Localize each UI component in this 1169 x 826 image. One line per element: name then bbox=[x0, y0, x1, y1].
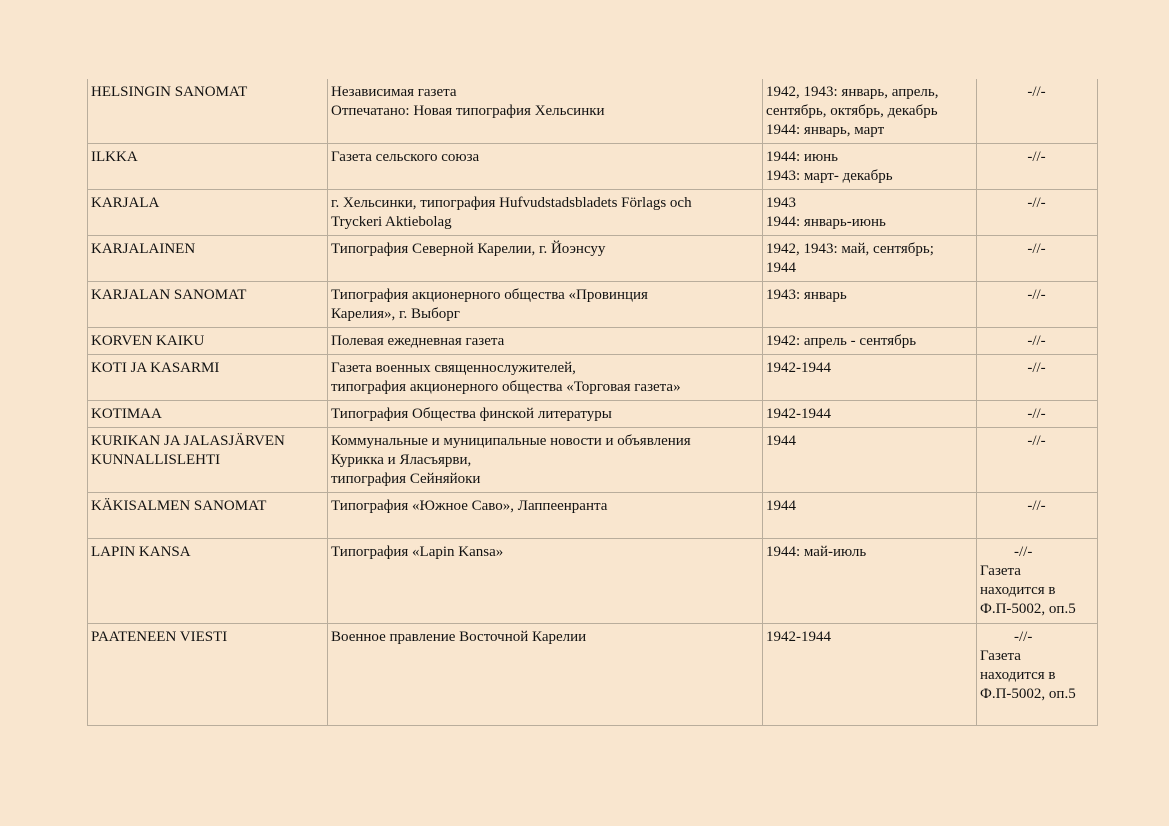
newspaper-description: Типография «Южное Саво», Лаппеенранта bbox=[328, 493, 763, 539]
table-row bbox=[88, 624, 1098, 726]
newspaper-note: -//- bbox=[977, 282, 1098, 328]
newspaper-years: 1942-1944 bbox=[763, 624, 977, 726]
newspaper-title: KARJALAINEN bbox=[88, 236, 328, 282]
table-row bbox=[88, 282, 1098, 328]
newspaper-title: LAPIN KANSA bbox=[88, 539, 328, 624]
table-row bbox=[88, 428, 1098, 493]
newspaper-note: -//- bbox=[977, 144, 1098, 190]
table-row bbox=[88, 493, 1098, 539]
newspaper-years: 1944 bbox=[763, 428, 977, 493]
newspaper-description: Газета военных священнослужителей, типография акционерного общества «Торговая газета» bbox=[328, 355, 763, 401]
newspaper-note: -//- bbox=[977, 236, 1098, 282]
newspaper-note: -//- bbox=[977, 190, 1098, 236]
newspaper-description: Военное правление Восточной Карелии bbox=[328, 624, 763, 726]
newspaper-years: 1944 bbox=[763, 493, 977, 539]
newspaper-location-note: Газета находится в Ф.П-5002, оп.5 bbox=[980, 648, 1076, 702]
newspaper-note: -//- bbox=[977, 355, 1098, 401]
newspaper-years: 1942-1944 bbox=[763, 401, 977, 428]
newspaper-title: KÄKISALMEN SANOMAT bbox=[88, 493, 328, 539]
newspaper-description: Полевая ежедневная газета bbox=[328, 328, 763, 355]
newspaper-years: 1944: май-июль bbox=[763, 539, 977, 624]
newspaper-note: -//- bbox=[977, 79, 1098, 144]
newspaper-title: PAATENEEN VIESTI bbox=[88, 624, 328, 726]
table-row bbox=[88, 328, 1098, 355]
newspaper-title: ILKKA bbox=[88, 144, 328, 190]
newspaper-note-cell bbox=[977, 539, 1098, 624]
newspaper-description: Коммунальные и муниципальные новости и объявления Курикка и Яласъярви, типография Сейняйоки bbox=[328, 428, 763, 493]
newspaper-years: 1943: январь bbox=[763, 282, 977, 328]
newspaper-note-cell bbox=[977, 624, 1098, 726]
newspaper-description: Газета сельского союза bbox=[328, 144, 763, 190]
table-row bbox=[88, 355, 1098, 401]
newspaper-location-note: Газета находится в Ф.П-5002, оп.5 bbox=[980, 563, 1076, 617]
newspaper-years: 1942, 1943: май, сентябрь; 1944 bbox=[763, 236, 977, 282]
newspaper-title: KORVEN KAIKU bbox=[88, 328, 328, 355]
newspaper-title: KOTI JA KASARMI bbox=[88, 355, 328, 401]
table-row bbox=[88, 79, 1098, 144]
newspaper-note: -//- bbox=[977, 401, 1098, 428]
newspaper-title: KARJALAN SANOMAT bbox=[88, 282, 328, 328]
newspaper-note: -//- bbox=[977, 428, 1098, 493]
newspaper-title: KARJALA bbox=[88, 190, 328, 236]
newspaper-years: 1943 1944: январь-июнь bbox=[763, 190, 977, 236]
newspaper-note: -//- bbox=[1014, 629, 1033, 645]
newspaper-description: Типография акционерного общества «Провинция Карелия», г. Выборг bbox=[328, 282, 763, 328]
newspaper-note: -//- bbox=[977, 493, 1098, 539]
newspaper-title: KOTIMAA bbox=[88, 401, 328, 428]
table-row bbox=[88, 144, 1098, 190]
table-row bbox=[88, 236, 1098, 282]
table-row bbox=[88, 401, 1098, 428]
table-row bbox=[88, 539, 1098, 624]
newspaper-years: 1942-1944 bbox=[763, 355, 977, 401]
newspaper-description: Независимая газета Отпечатано: Новая типография Хельсинки bbox=[328, 79, 763, 144]
newspaper-years: 1942: апрель - сентябрь bbox=[763, 328, 977, 355]
newspaper-years: 1944: июнь 1943: март- декабрь bbox=[763, 144, 977, 190]
newspaper-description: Типография Общества финской литературы bbox=[328, 401, 763, 428]
newspaper-title: HELSINGIN SANOMAT bbox=[88, 79, 328, 144]
newspaper-note: -//- bbox=[977, 328, 1098, 355]
newspaper-note: -//- bbox=[1014, 544, 1033, 560]
newspaper-description: Типография Северной Карелии, г. Йоэнсуу bbox=[328, 236, 763, 282]
newspaper-years: 1942, 1943: январь, апрель, сентябрь, октябрь, декабрь 1944: январь, март bbox=[763, 79, 977, 144]
newspaper-table bbox=[87, 79, 1098, 726]
newspaper-description: Типография «Lapin Kansa» bbox=[328, 539, 763, 624]
newspaper-description: г. Хельсинки, типография Hufvudstadsbladets Förlags och Tryckeri Aktiebolag bbox=[328, 190, 763, 236]
newspaper-title: KURIKAN JA JALASJÄRVEN KUNNALLISLEHTI bbox=[88, 428, 328, 493]
table-row bbox=[88, 190, 1098, 236]
